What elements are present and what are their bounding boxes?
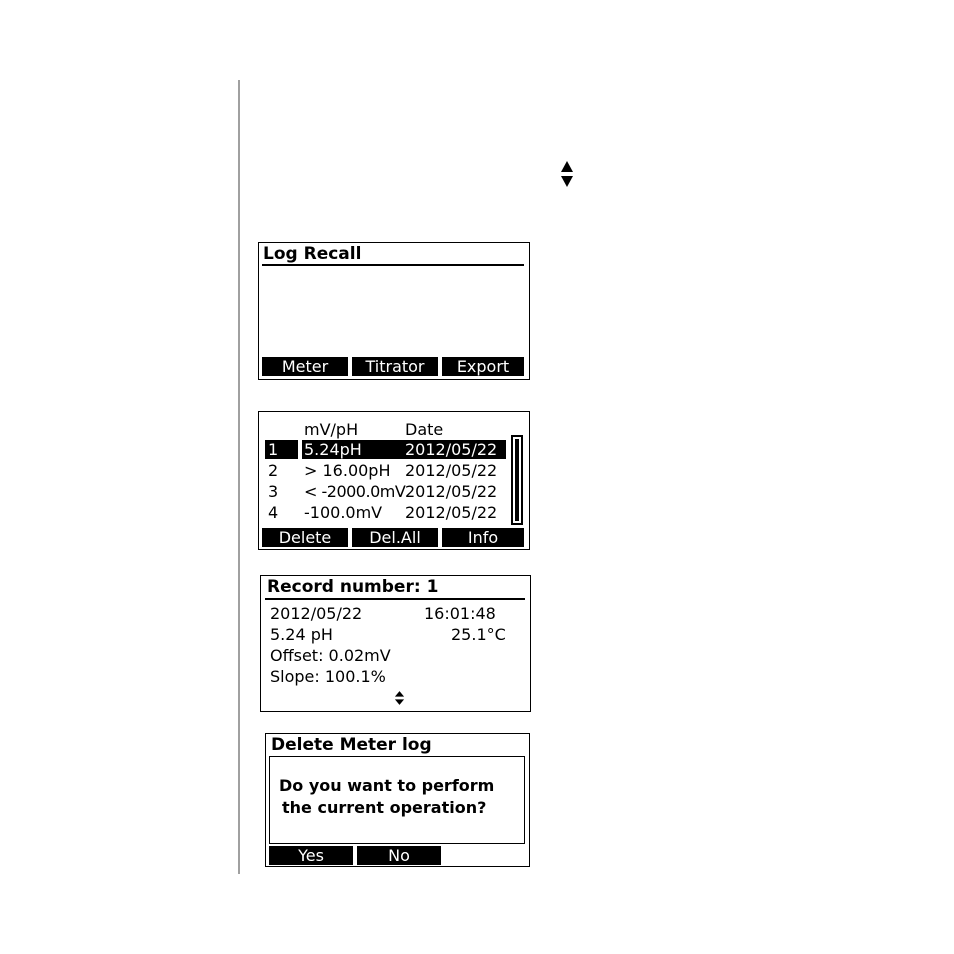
row-date: 2012/05/22 xyxy=(405,503,498,522)
delete-dialog-screen xyxy=(265,733,530,867)
export-softkey[interactable]: Export xyxy=(442,357,524,376)
record-info-screen xyxy=(260,575,531,712)
row-value: < -2000.0mV xyxy=(304,482,406,501)
row-date: 2012/05/22 xyxy=(405,440,498,459)
record-offset: Offset: 0.02mV xyxy=(270,646,391,665)
yes-button[interactable]: Yes xyxy=(269,846,353,865)
row-date: 2012/05/22 xyxy=(405,482,498,501)
title-rule xyxy=(262,264,524,266)
margin-rule xyxy=(238,80,240,874)
record-time: 16:01:48 xyxy=(424,604,496,623)
title-rule xyxy=(265,598,525,600)
row-value: -100.0mV xyxy=(304,503,383,522)
meter-softkey[interactable]: Meter xyxy=(262,357,348,376)
table-row[interactable] xyxy=(259,461,509,481)
record-slope: Slope: 100.1% xyxy=(270,667,386,686)
delete-all-softkey[interactable]: Del.All xyxy=(352,528,438,547)
no-button[interactable]: No xyxy=(357,846,441,865)
dialog-message-line2: the current operation? xyxy=(282,798,487,817)
record-temperature: 25.1°C xyxy=(451,625,506,644)
log-list-screen xyxy=(258,411,530,550)
log-recall-screen xyxy=(258,242,530,380)
delete-softkey[interactable]: Delete xyxy=(262,528,348,547)
row-number: 1 xyxy=(265,440,298,459)
dialog-message-box xyxy=(269,756,525,844)
row-number: 4 xyxy=(268,503,279,522)
updown-arrows-icon xyxy=(560,160,574,188)
row-value: > 16.00pH xyxy=(304,461,391,480)
row-value: 5.24pH xyxy=(302,440,506,459)
updown-arrows-icon xyxy=(394,691,405,706)
dialog-title: Delete Meter log xyxy=(271,735,432,755)
screen-title: Log Recall xyxy=(263,244,362,264)
column-header-value: mV/pH xyxy=(304,420,359,439)
table-row[interactable] xyxy=(259,482,509,502)
info-softkey[interactable]: Info xyxy=(442,528,524,547)
dialog-message-line1: Do you want to perform xyxy=(279,776,495,795)
record-date: 2012/05/22 xyxy=(270,604,363,623)
record-ph: 5.24 pH xyxy=(270,625,333,644)
row-date: 2012/05/22 xyxy=(405,461,498,480)
row-number: 3 xyxy=(268,482,279,501)
screen-title: Record number: 1 xyxy=(267,577,439,597)
table-row[interactable] xyxy=(259,503,509,523)
scroll-thumb[interactable] xyxy=(515,439,519,521)
titrator-softkey[interactable]: Titrator xyxy=(352,357,438,376)
scrollbar[interactable] xyxy=(511,435,523,525)
table-row[interactable] xyxy=(259,440,509,460)
row-number: 2 xyxy=(268,461,279,480)
column-header-date: Date xyxy=(405,420,444,439)
